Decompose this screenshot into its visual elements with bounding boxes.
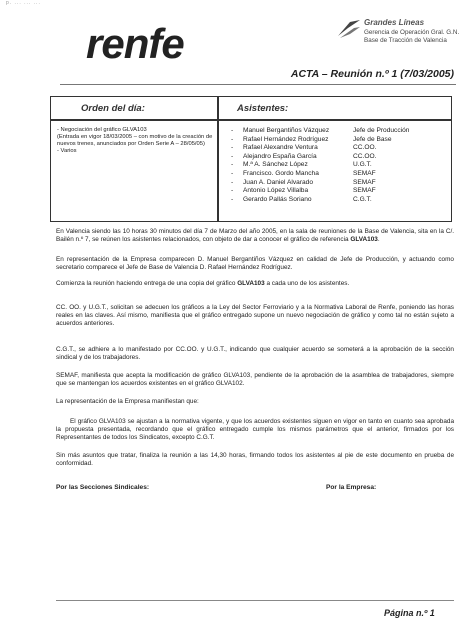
grandes-lineas-icon — [336, 18, 362, 40]
orden-item-detail: (Entrada en vigor 18/03/2005 – con motivo de la creación de nuevos trenes, anunciados por Orden Serie A – 28/05/05) — [57, 134, 213, 147]
signature-company-label: Por la Empresa: — [326, 484, 377, 491]
org-line-1: Gerencia de Operación Gral. G.N. — [364, 29, 460, 36]
attendee-row: - Alejandro España García CC.OO. — [231, 152, 377, 160]
attendee-role: C.G.T. — [353, 195, 372, 203]
attendee-name: Rafael Hernández Rodríguez — [243, 135, 329, 143]
attendee-name: Francisco. Gordo Mancha — [243, 169, 319, 177]
orden-item-2: - Varios — [57, 148, 77, 154]
attendee-row: - Gerardo Pallás Soriano C.G.T. — [231, 195, 372, 203]
org-name: Grandes Líneas — [364, 18, 425, 27]
attendee-role: SEMAF — [353, 178, 376, 186]
attendee-name: Juan A. Daniel Alvarado — [243, 178, 314, 186]
orden-heading: Orden del día: — [81, 103, 145, 114]
footer-divider — [56, 600, 454, 601]
box-header-line — [51, 119, 451, 121]
attendee-list — [225, 127, 447, 204]
attendee-name: M.ª A. Sánchez López — [243, 161, 308, 169]
paragraph-company-statement: El gráfico GLVA103 se ajustan a la normativa vigente, y que los acuerdos existentes siguen en vigor en tanto en cuanto sea aprobada la propuesta presentada, recordando que el gráfico entregado cumple los mismos parámetros que el anterior, firmados por los Representantes de todos los Sindicatos, excepto C.G.T. — [56, 418, 454, 442]
paragraph-company-intro: La representación de la Empresa manifiestan que: — [56, 398, 199, 405]
paragraph-semaf: SEMAF, manifiesta que acepta la modificación de gráfico GLVA103, pendiente de la aprobación de la asamblea de trabajadores, siempre que se mantengan los acuerdos existentes en el gráfico GLVA102. — [56, 372, 454, 388]
attendee-name: Antonio López Villalba — [243, 187, 309, 195]
paragraph-closing: Sin más asuntos que tratar, finaliza la reunión a las 14,30 horas, firmando todos los asistentes al pie de este documento en prueba de conformidad. — [56, 452, 454, 468]
paragraph-text: . — [377, 236, 380, 244]
paragraph-text: En Valencia siendo las 10 horas 30 minutos del día 7 de Marzo del año 2005, en la sala de reuniones de la Base de Valencia, sita en la C/. Bailén n.º 7, se reúnen los asistentes relacionados, con objeto de dar a conocer el gráfico de referencia — [56, 228, 454, 244]
attendee-role: SEMAF — [353, 169, 376, 177]
orden-list — [57, 127, 213, 155]
graph-code: GLVA103 — [237, 280, 265, 287]
box-column-divider — [217, 97, 219, 221]
attendee-row: - Manuel Bergantiños Vázquez Jefe de Producción — [231, 127, 410, 134]
org-line-2: Base de Tracción de Valencia — [364, 37, 447, 44]
asistentes-heading: Asistentes: — [237, 103, 289, 114]
attendee-role: Jefe de Base — [353, 135, 392, 143]
paragraph-opening — [56, 228, 454, 244]
attendee-row: - Juan A. Daniel Alvarado SEMAF — [231, 178, 376, 186]
paragraph-text: a cada uno de los asistentes. — [264, 280, 350, 287]
paragraph-delivery — [56, 280, 454, 288]
orden-item-1: - Negociación del gráfico GLVA103 — [57, 127, 147, 133]
page-number: Página n.º 1 — [384, 608, 435, 618]
paragraph-cgt: C.G.T., se adhiere a lo manifestado por CC.OO. y U.G.T., indicando que cualquier acuerdo se someterá a la aprobación de la sección sindical y de los trabajadores. — [56, 346, 454, 362]
graph-code: GLVA103 — [350, 236, 378, 244]
attendee-row: - Francisco. Gordo Mancha SEMAF — [231, 169, 376, 177]
header-divider — [60, 84, 456, 85]
attendee-role: CC.OO. — [353, 152, 377, 160]
renfe-logo: renfe — [86, 20, 184, 67]
attendee-name: Rafael Alexandre Ventura — [243, 144, 318, 152]
attendee-name: Manuel Bergantiños Vázquez — [243, 127, 330, 134]
attendee-role: Jefe de Producción — [353, 127, 410, 134]
attendee-row: - M.ª A. Sánchez López U.G.T. — [231, 161, 372, 169]
paragraph-text: Comienza la reunión haciendo entrega de una copia del gráfico — [56, 280, 238, 287]
agenda-attendees-box — [50, 96, 452, 222]
organization-mark — [336, 18, 460, 60]
paragraph-ccoo-ugt: CC. OO. y U.G.T., solicitan se adecuen los gráficos a la Ley del Sector Ferroviario y a la Normativa Laboral de Renfe, poniendo las horas reales en las claves. Así mismo, manifiesta que el gráfico entregado supone un nuevo negociación de gráfico y como tal no están sujeto a acuerdos anteriores. — [56, 304, 454, 328]
attendee-name: Alejandro España García — [243, 152, 317, 160]
attendee-row: - Rafael Alexandre Ventura CC.OO. — [231, 144, 377, 152]
paragraph-representation: En representación de la Empresa comparecen D. Manuel Bergantiños Vázquez en calidad de Jefe de Producción, y actuando como secretario comparece el Jefe de Base de Valencia D. Rafael Hernández Rodríguez. — [56, 256, 454, 272]
acta-title: ACTA – Reunión n.º 1 (7/03/2005) — [290, 68, 454, 80]
signature-unions-label: Por las Secciones Sindicales: — [56, 484, 150, 491]
attendee-role: SEMAF — [353, 187, 376, 195]
attendee-row: - Antonio López Villalba SEMAF — [231, 187, 376, 195]
attendee-name: Gerardo Pallás Soriano — [243, 195, 312, 203]
attendee-row: - Rafael Hernández Rodríguez Jefe de Base — [231, 135, 392, 143]
scan-header-strip: p. ... ... ... — [6, 0, 41, 6]
attendee-role: U.G.T. — [353, 161, 372, 169]
attendee-role: CC.OO. — [353, 144, 377, 152]
